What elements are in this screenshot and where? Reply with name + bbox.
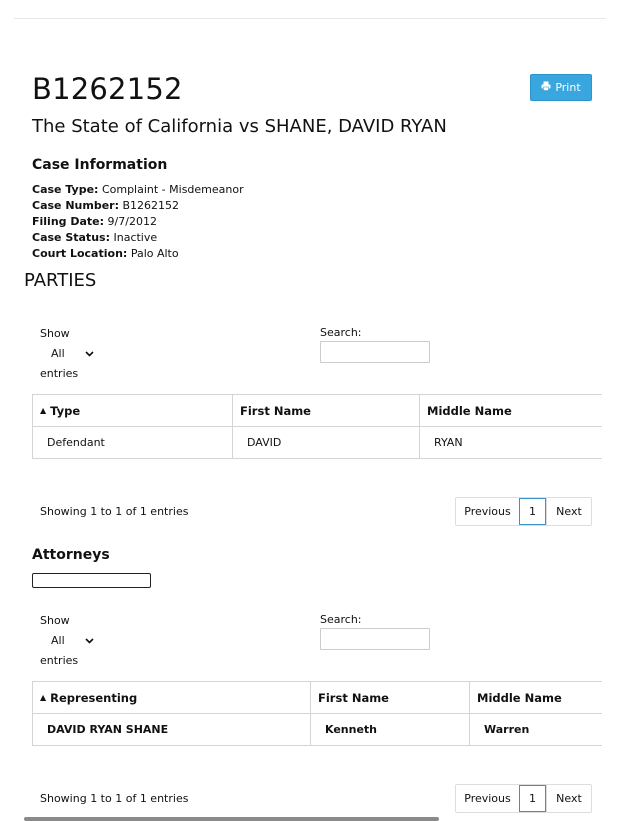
field-value: Complaint - Misdemeanor: [101, 183, 244, 196]
case-info-list: [32, 182, 244, 262]
next-button[interactable]: Next: [546, 498, 591, 525]
attorneys-heading: Attorneys: [32, 547, 110, 563]
print-label: Print: [555, 81, 581, 94]
case-type-row: [32, 182, 244, 198]
next-button[interactable]: Next: [546, 785, 591, 812]
attorneys-table: [32, 681, 602, 746]
search-label: Search:: [320, 326, 362, 339]
parties-pagination: [455, 497, 592, 526]
attorneys-pagination: [455, 784, 592, 813]
table-row: [32, 427, 602, 458]
field-value: 9/7/2012: [107, 215, 157, 228]
parties-search-input[interactable]: [320, 341, 430, 363]
table-header-row: [32, 395, 602, 427]
horizontal-scrollbar[interactable]: [24, 817, 439, 821]
chevron-down-icon: [85, 634, 94, 647]
chevron-down-icon: [85, 347, 94, 360]
entries-select[interactable]: [51, 347, 94, 360]
table-cell: DAVID RYAN SHANE: [32, 714, 310, 745]
column-header-label: First Name: [318, 690, 389, 705]
filing-date-row: [32, 214, 244, 230]
sort-asc-icon: ▲: [40, 406, 47, 415]
parties-table: [32, 394, 602, 459]
table-cell: DAVID: [232, 427, 419, 458]
column-header-type[interactable]: [32, 395, 232, 426]
field-label: Case Status:: [32, 231, 110, 244]
table-cell: Kenneth: [310, 714, 469, 745]
case-status-row: [32, 230, 244, 246]
entries-select-value: All: [51, 347, 65, 360]
field-label: Filing Date:: [32, 215, 105, 228]
column-header-first-name[interactable]: [232, 395, 419, 426]
show-label: Show: [40, 327, 70, 340]
table-cell: Defendant: [32, 427, 232, 458]
show-label: Show: [40, 614, 70, 627]
previous-button[interactable]: Previous: [464, 792, 511, 805]
column-header-middle-name[interactable]: [419, 395, 602, 426]
search-label: Search:: [320, 613, 362, 626]
case-title: The State of California vs SHANE, DAVID RYAN: [32, 116, 447, 137]
field-value: B1262152: [122, 199, 180, 212]
table-cell: RYAN: [419, 427, 602, 458]
column-header-label: Type: [50, 403, 81, 418]
attorneys-search-input[interactable]: [320, 628, 430, 650]
column-header-label: Middle Name: [427, 403, 512, 418]
column-header-middle-name[interactable]: [469, 682, 602, 713]
table-header-row: [32, 682, 602, 714]
column-header-label: First Name: [240, 403, 311, 418]
page-1-button[interactable]: 1: [519, 498, 546, 525]
attorneys-filter-box[interactable]: [32, 573, 151, 588]
print-button[interactable]: [530, 74, 592, 101]
top-divider: [14, 18, 606, 19]
entries-label: entries: [40, 367, 79, 380]
case-number-heading: B1262152: [32, 72, 183, 106]
case-number-row: [32, 198, 244, 214]
printer-icon: [541, 81, 551, 94]
table-row: [32, 714, 602, 745]
field-value: Palo Alto: [130, 247, 179, 260]
column-header-representing[interactable]: [32, 682, 310, 713]
sort-asc-icon: ▲: [40, 693, 47, 702]
entries-label: entries: [40, 654, 79, 667]
entries-select-value: All: [51, 634, 65, 647]
parties-heading: PARTIES: [24, 270, 97, 291]
column-header-label: Representing: [50, 690, 138, 705]
field-label: Case Number:: [32, 199, 119, 212]
attorneys-showing-info: Showing 1 to 1 of 1 entries: [40, 792, 189, 805]
court-location-row: [32, 246, 244, 262]
field-label: Case Type:: [32, 183, 99, 196]
page-1-button[interactable]: 1: [519, 785, 546, 812]
column-header-label: Middle Name: [477, 690, 562, 705]
field-value: Inactive: [113, 231, 158, 244]
field-label: Court Location:: [32, 247, 128, 260]
parties-showing-info: Showing 1 to 1 of 1 entries: [40, 505, 189, 518]
entries-select[interactable]: [51, 634, 94, 647]
table-cell: Warren: [469, 714, 602, 745]
column-header-first-name[interactable]: [310, 682, 469, 713]
previous-button[interactable]: Previous: [464, 505, 511, 518]
case-information-heading: Case Information: [32, 157, 168, 173]
